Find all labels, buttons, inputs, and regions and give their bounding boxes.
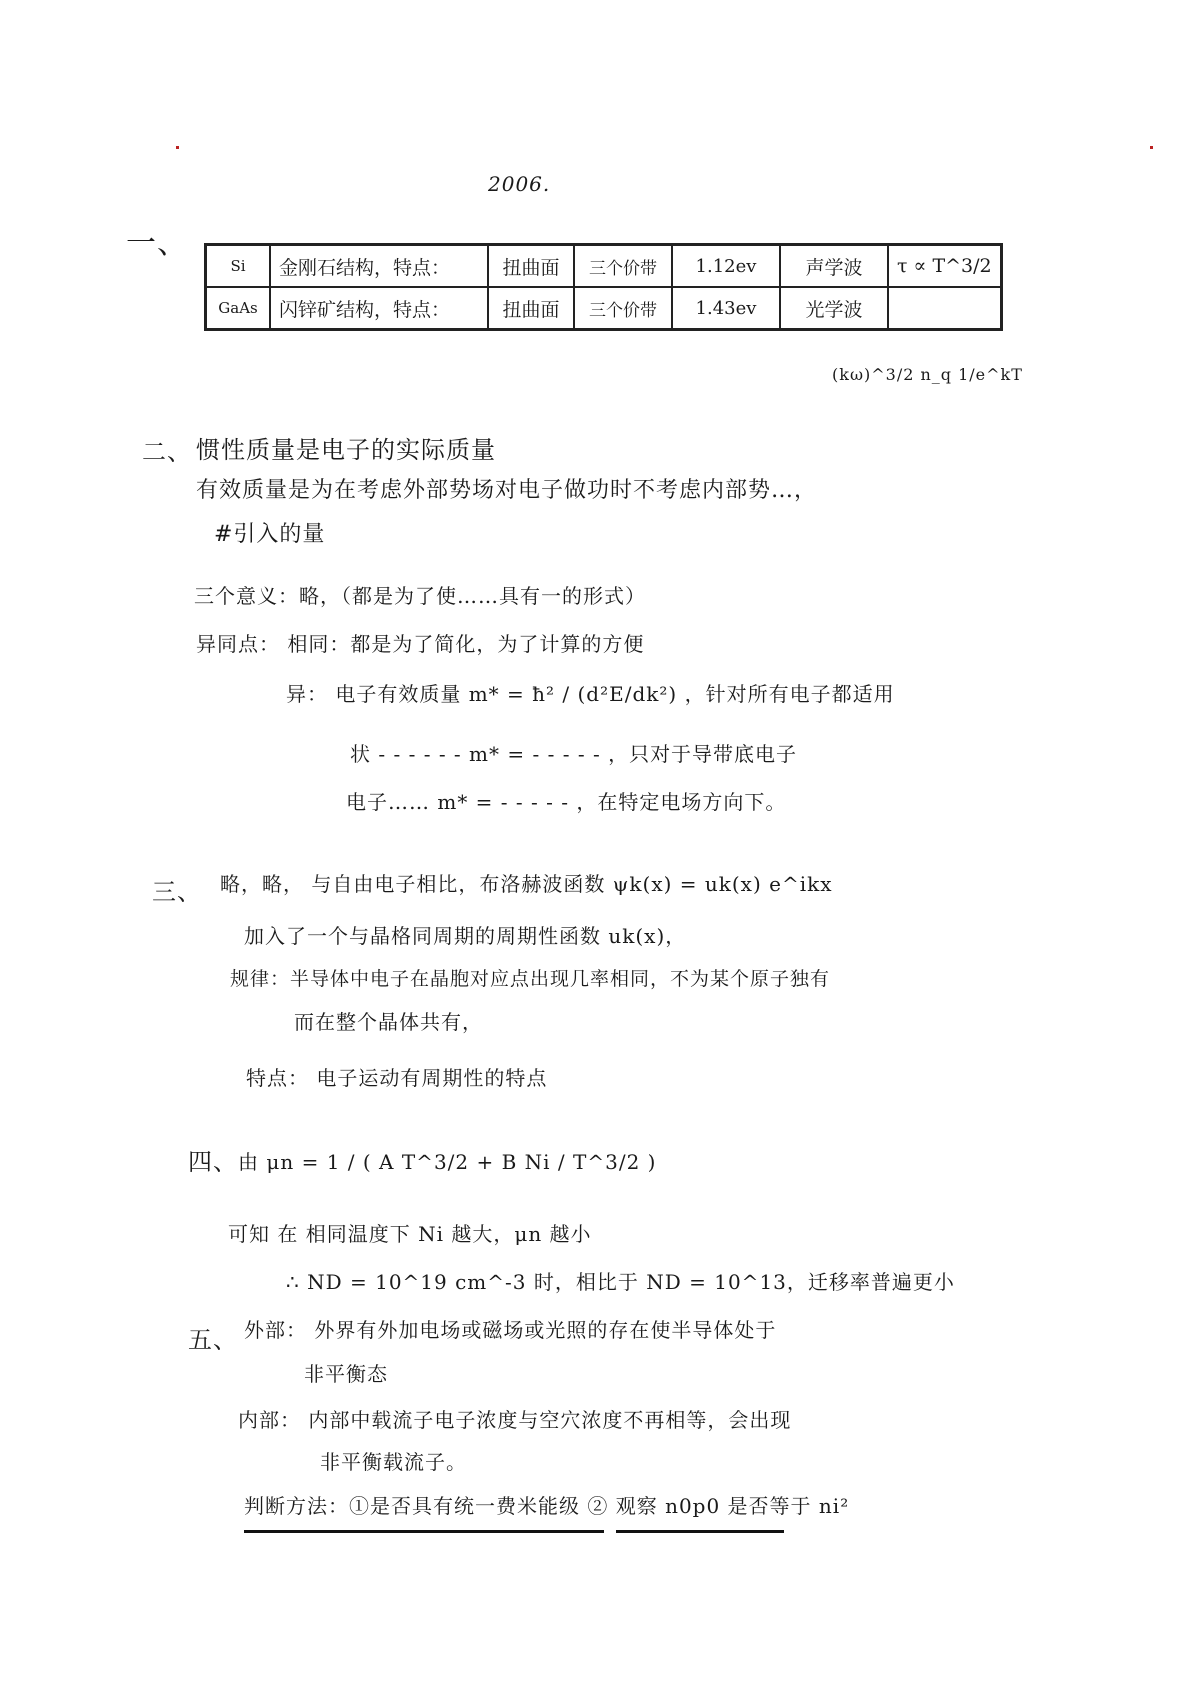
table-cell: 声学波 [780,245,888,288]
section-3-line: 特点： 电子运动有周期性的特点 [246,1066,548,1090]
underline [244,1530,604,1533]
section-2-line: 三个意义：略，（都是为了使……具有一的形式） [194,584,646,608]
section-5-line: 非平衡载流子。 [320,1450,467,1474]
table-cell: Si [206,245,271,288]
year-heading: 2006. [488,172,551,196]
semiconductor-properties-table [204,243,1003,331]
section-4-marker: 四、 [188,1148,238,1176]
section-4-line: ∴ ND = 10^19 cm^-3 时，相比于 ND = 10^13，迁移率普遍更小 [286,1270,955,1294]
underline [616,1530,784,1533]
section-2-line: 异同点： 相同：都是为了简化，为了计算的方便 [196,632,645,656]
table-cell: 光学波 [780,287,888,330]
table-cell: 扭曲面 [488,287,574,330]
section-5-marker: 五、 [188,1326,238,1354]
judgment-method-line: 判断方法：①是否具有统一费米能级 ② 观察 n0p0 是否等于 ni² [244,1494,850,1518]
section-2-marker: 二、 [142,438,192,466]
section-3-line: 加入了一个与晶格同周期的周期性函数 uk(x)， [244,924,687,948]
section-5-line: 外部： 外界有外加电场或磁场或光照的存在使半导体处于 [244,1318,777,1342]
table-row [206,287,1002,330]
table-cell: 1.43ev [672,287,780,330]
ink-dot [1150,146,1153,149]
section-3-marker: 三、 [152,878,202,906]
section-5-line: 内部： 内部中载流子电子浓度与空穴浓度不再相等，会出现 [238,1408,792,1432]
section-1-marker: 一、 [126,226,188,261]
table-cell [888,287,1001,330]
table-cell: 三个价带 [574,245,672,288]
section-2-line: 电子…… m* = - - - - - ，在特定电场方向下。 [346,790,787,814]
section-2-line: 惯性质量是电子的实际质量 [196,436,496,464]
table-cell: GaAs [206,287,271,330]
section-2-line: 异： 电子有效质量 m* = ħ² / (d²E/dk²) ，针对所有电子都适用 [286,682,895,706]
table-cell: 金刚石结构，特点： [270,245,488,288]
table-cell: 1.12ev [672,245,780,288]
section-5-line: 非平衡态 [304,1362,388,1386]
section-2-line: #引入的量 [214,522,326,547]
section-3-line: 而在整个晶体共有， [294,1010,483,1034]
section-4-line: 可知 在 相同温度下 Ni 越大，μn 越小 [228,1222,592,1246]
table-cell: τ ∝ T^3/2 [888,245,1001,288]
table-row [206,245,1002,288]
side-formula-note: (kω)^3/2 n_q 1/e^kT [832,365,1023,384]
ink-dot [176,146,179,149]
section-2-line: 状 - - - - - - m* = - - - - - ，只对于导带底电子 [350,742,798,766]
mobility-formula: 由 μn = 1 / ( A T^3/2 + B Ni / T^3/2 ) [238,1150,657,1174]
table-cell: 闪锌矿结构，特点： [270,287,488,330]
section-2-line: 有效质量是为在考虑外部势场对电子做功时不考虑内部势…， [196,478,818,503]
table-cell: 三个价带 [574,287,672,330]
section-3-line: 略，略， 与自由电子相比，布洛赫波函数 ψk(x) = uk(x) e^ikx [220,872,833,896]
section-3-line: 规律：半导体中电子在晶胞对应点出现几率相同，不为某个原子独有 [230,968,831,990]
table-cell: 扭曲面 [488,245,574,288]
